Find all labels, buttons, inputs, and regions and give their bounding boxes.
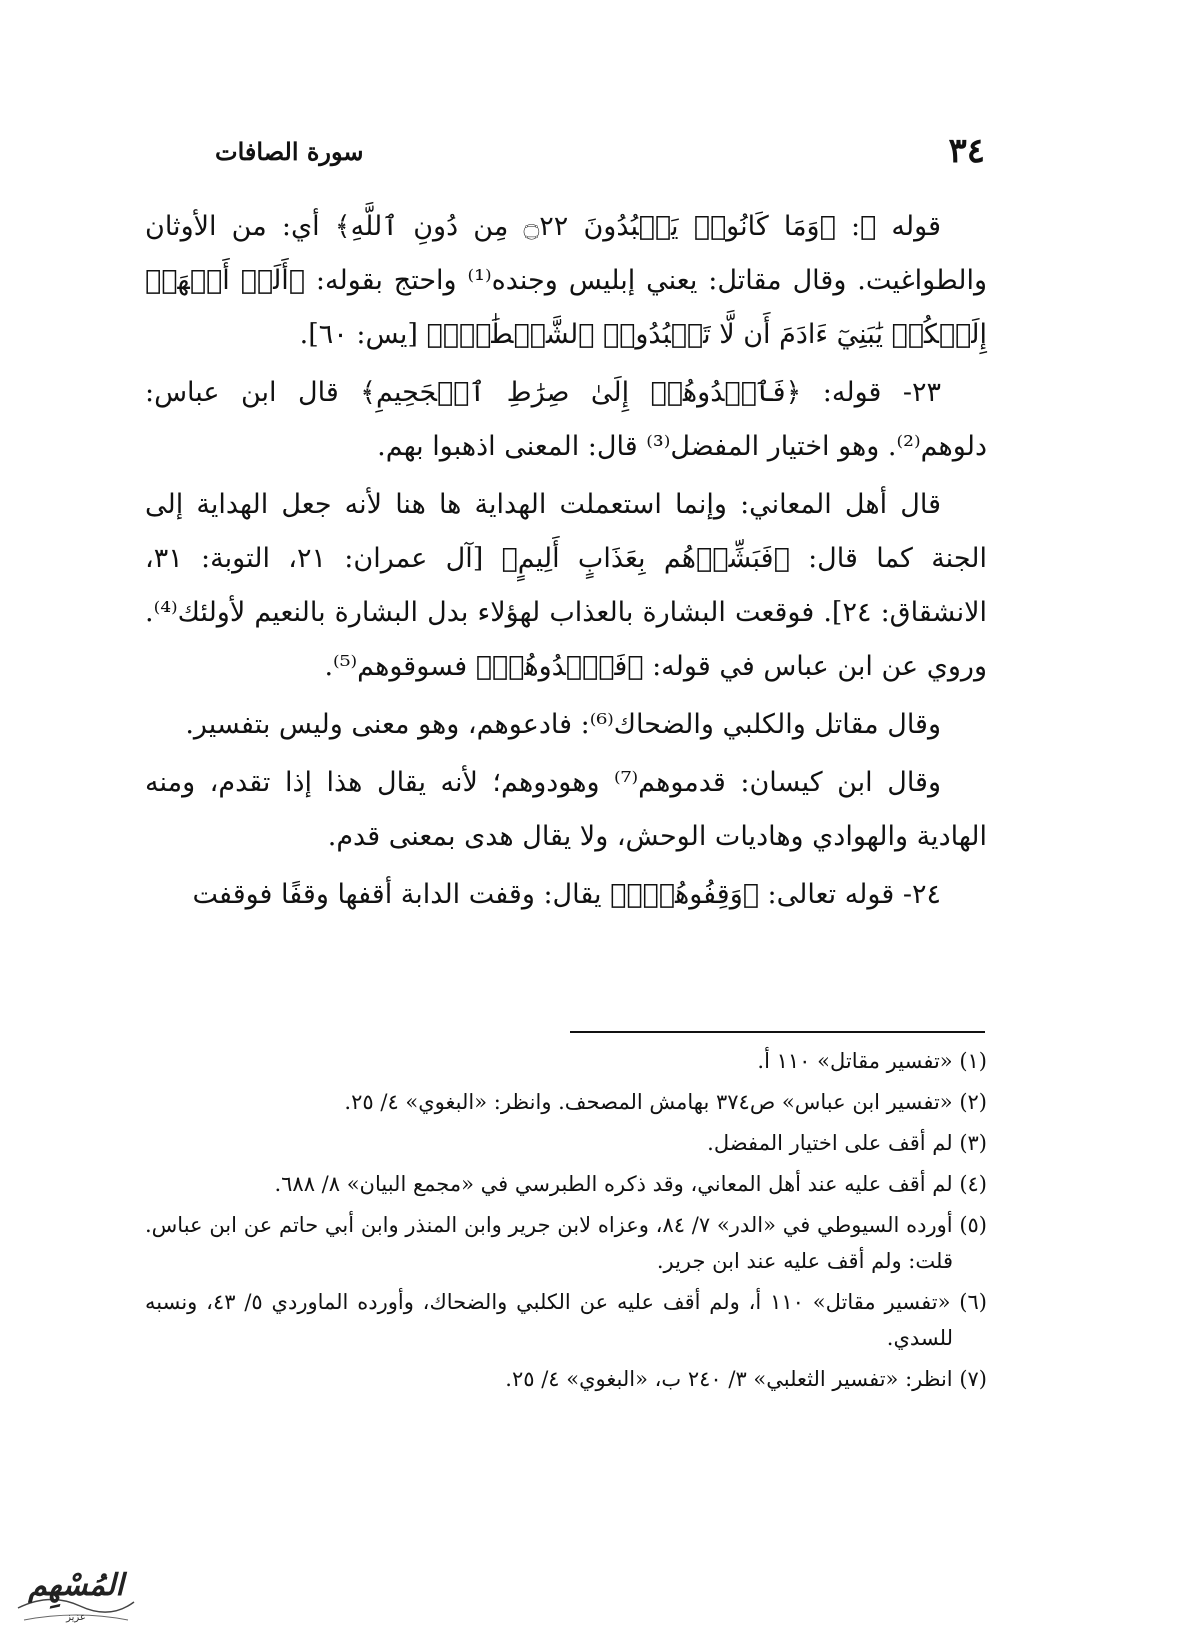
footnote-6: (٦) «تفسير مقاتل» ١١٠ أ، ولم أقف عليه عن الكلبي والضحاك، وأورده الماوردي ٥/ ٤٣، ونسبه للسدي. bbox=[145, 1290, 987, 1350]
paragraph-2: ٢٣- قوله: ﴿فَٱهۡدُوهُمۡ إِلَىٰ صِرَٰطِ ٱلۡجَحِيمِ﴾ قال ابن عباس: دلوهم⁽²⁾. وهو اختيار المفضل⁽³⁾ قال: المعنى اذهبوا بهم. bbox=[145, 377, 987, 462]
footnote-4: (٤) لم أقف عليه عند أهل المعاني، وقد ذكره الطبرسي في «مجمع البيان» ٨/ ٦٨٨. bbox=[274, 1172, 987, 1196]
footnote-divider bbox=[570, 1031, 985, 1033]
footnotes bbox=[145, 1043, 987, 1402]
footnote-1: (١) «تفسير مقاتل» ١١٠ أ. bbox=[757, 1049, 987, 1073]
paragraph-4: وقال مقاتل والكلبي والضحاك⁽⁶⁾: فادعوهم، وهو معنى وليس بتفسير. bbox=[185, 709, 941, 740]
footnote-2: (٢) «تفسير ابن عباس» ص٣٧٤ بهامش المصحف. وانظر: «البغوي» ٤/ ٢٥. bbox=[344, 1090, 987, 1114]
footnote-7: (٧) انظر: «تفسير الثعلبي» ٣/ ٢٤٠ ب، «البغوي» ٤/ ٢٥. bbox=[505, 1367, 987, 1391]
paragraph-1: قوله ﷻ: ﴿وَمَا كَانُوا۟ يَعۡبُدُونَ ۝٢٢ مِن دُونِ ٱللَّهِ﴾ أي: من الأوثان والطواغيت. وقال مقاتل: يعني إبليس وجنده⁽¹⁾ واحتج بقوله: ﴿أَلَمۡ أَعۡهَدۡ إِلَيۡكُمۡ يَٰبَنِيٓ ءَادَمَ أَن لَّا تَعۡبُدُوا۟ ٱلشَّيۡطَٰنَۖ﴾ [يس: ٦٠]. bbox=[145, 211, 987, 350]
logo-text: المُسْهِم bbox=[28, 1568, 124, 1603]
paragraph-3: قال أهل المعاني: وإنما استعملت الهداية ها هنا لأنه جعل الهداية إلى الجنة كما قال: ﴿فَبَشِّرۡهُم بِعَذَابٍ أَلِيمٍ﴾ [آل عمران: ٢١، التوبة: ٣١، الانشقاق: ٢٤]. فوقعت البشارة بالعذاب لهؤلاء بدل البشارة بالنعيم لأولئك⁽⁴⁾. وروي عن ابن عباس في قوله: ﴿فَٱهۡدُوهُمۡ﴾ فسوقوهم⁽⁵⁾. bbox=[145, 489, 988, 682]
logo-subtext: عزيز bbox=[66, 1612, 86, 1623]
main-text bbox=[145, 200, 987, 926]
footnote-3: (٣) لم أقف على اختيار المفضل. bbox=[707, 1131, 987, 1155]
publisher-logo bbox=[10, 1562, 142, 1636]
page-header bbox=[215, 126, 985, 176]
page-number: ٣٤ bbox=[948, 131, 985, 171]
paragraph-6: ٢٤- قوله تعالى: ﴿وَقِفُوهُمۡۖ﴾ يقال: وقفت الدابة أقفها وقفًا فوقفت bbox=[192, 879, 941, 910]
running-title: سورة الصافات bbox=[215, 136, 364, 166]
footnote-5: (٥) أورده السيوطي في «الدر» ٧/ ٨٤، وعزاه لابن جرير وابن المنذر وابن أبي حاتم عن ابن عباس. قلت: ولم أقف عليه عند ابن جرير. bbox=[145, 1213, 987, 1273]
paragraph-5: وقال ابن كيسان: قدموهم⁽⁷⁾ وهودوهم؛ لأنه يقال هذا إذا تقدم، ومنه الهادية والهوادي وهاديات الوحش، ولا يقال هدى بمعنى قدم. bbox=[145, 767, 987, 852]
